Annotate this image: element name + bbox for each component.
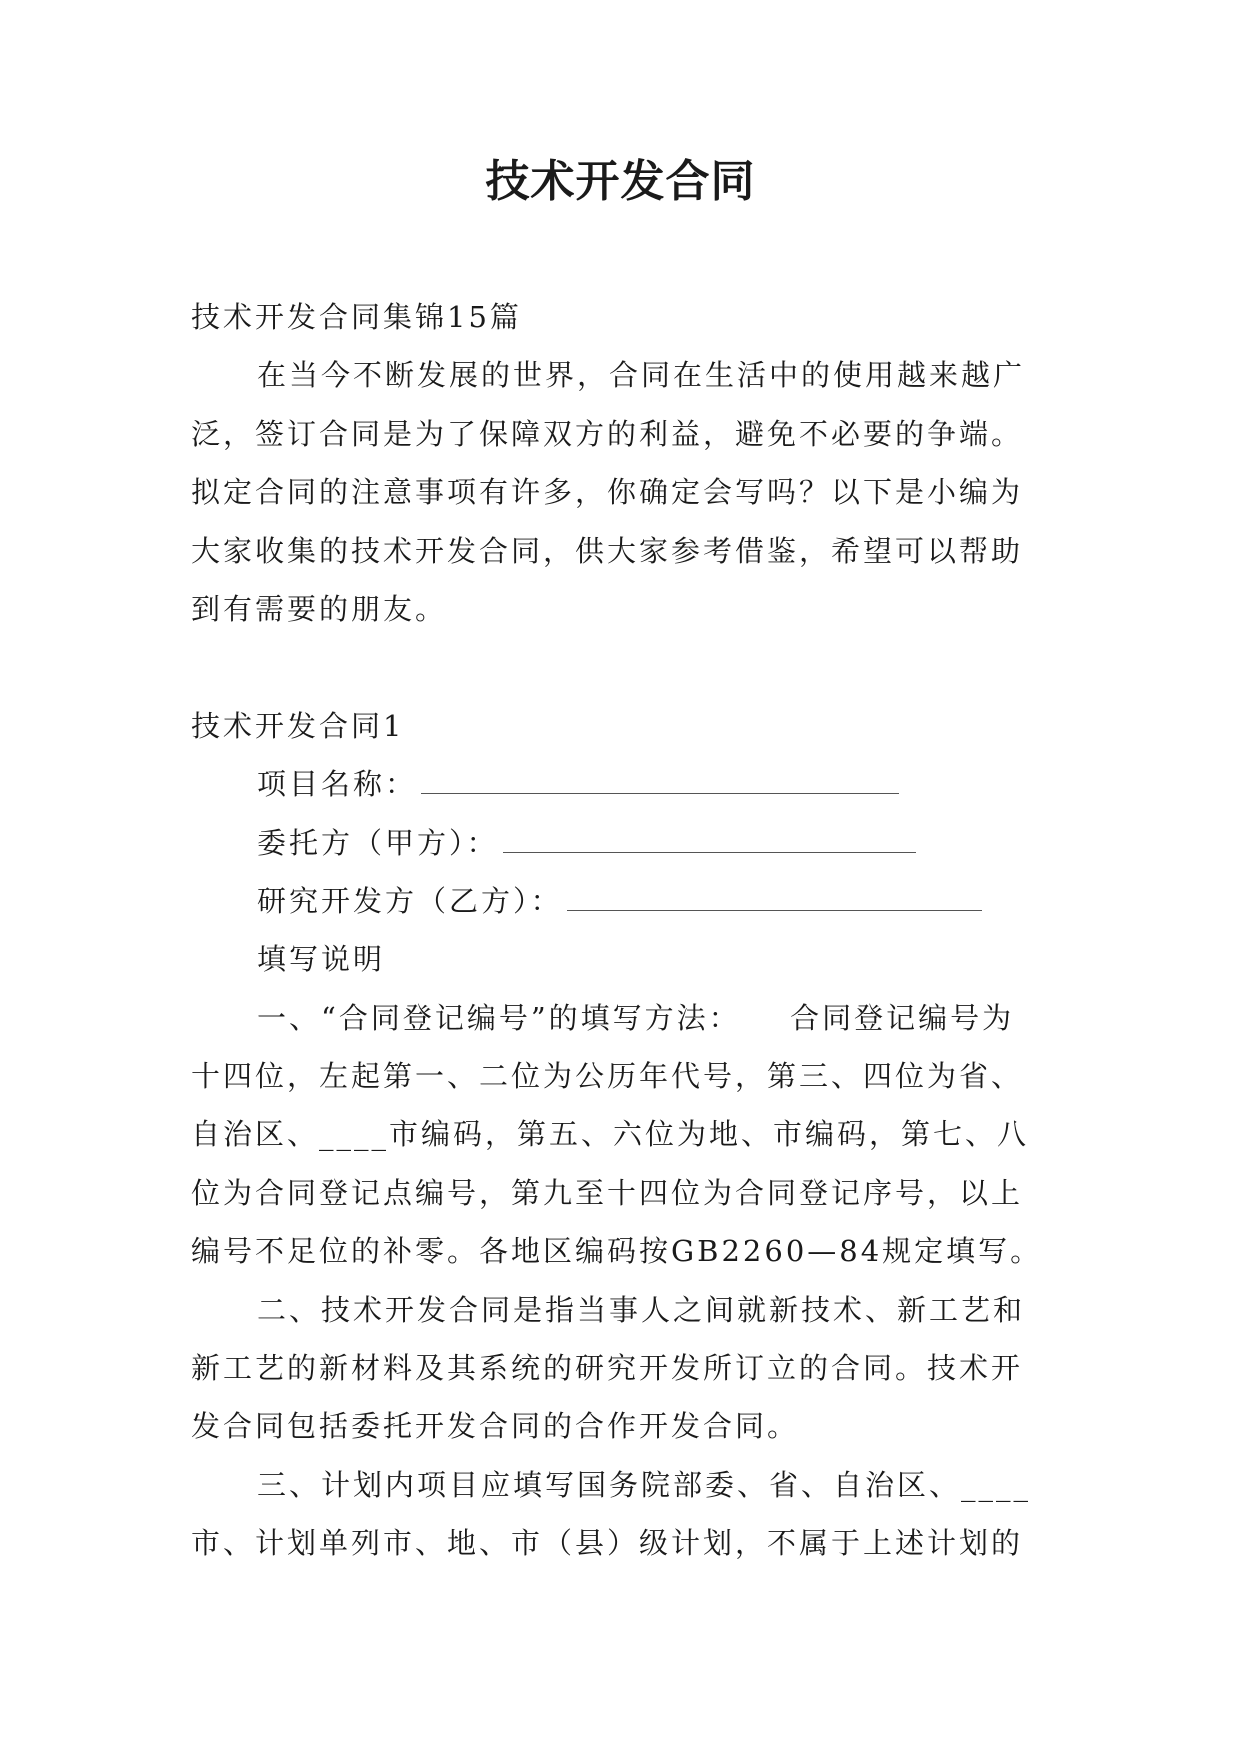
project-name-label: 项目名称： (257, 767, 418, 802)
client-label: 委托方（甲方）： (257, 825, 499, 860)
item1-line: 编号不足位的补零。各地区编码按GB2260—84规定填写。 (191, 1234, 1043, 1269)
project-name-row (191, 755, 1059, 813)
intro-line: 在当今不断发展的世界，合同在生活中的使用越来越广 (257, 358, 1026, 393)
item1-line: 十四位，左起第一、二位为公历年代号，第三、四位为省、 (191, 1059, 1024, 1094)
item2-line: 二、技术开发合同是指当事人之间就新技术、新工艺和 (257, 1292, 1026, 1327)
fill-instructions-heading: 填写说明 (257, 942, 386, 977)
intro-line: 到有需要的朋友。 (191, 591, 448, 626)
collection-subtitle: 技术开发合同集锦15篇 (191, 300, 522, 334)
client-blank (503, 828, 916, 853)
document-title: 技术开发合同 (485, 156, 756, 207)
item3-line: 市、计划单列市、地、市（县）级计划，不属于上述计划的 (191, 1526, 1024, 1561)
developer-label: 研究开发方（乙方）： (257, 883, 563, 918)
intro-line: 拟定合同的注意事项有许多，你确定会写吗？以下是小编为 (191, 475, 1024, 510)
paragraph-gap (191, 638, 1059, 696)
client-row (191, 814, 1059, 872)
item1-line: 位为合同登记点编号，第九至十四位为合同登记序号，以上 (191, 1175, 1024, 1210)
developer-row (191, 872, 1059, 930)
intro-line: 大家收集的技术开发合同，供大家参考借鉴，希望可以帮助 (191, 533, 1024, 568)
item2-line: 新工艺的新材料及其系统的研究开发所订立的合同。技术开 (191, 1351, 1024, 1386)
project-name-blank (421, 769, 899, 794)
item1-line: 自治区、____市编码，第五、六位为地、市编码，第七、八 (191, 1117, 1030, 1152)
document-body (191, 288, 1059, 1573)
intro-line: 泛，签订合同是为了保障双方的利益，避免不必要的争端。 (191, 416, 1024, 451)
developer-blank (567, 886, 982, 911)
section-heading: 技术开发合同1 (191, 708, 405, 743)
item3-line: 三、计划内项目应填写国务院部委、省、自治区、____ (257, 1467, 1032, 1502)
item2-line: 发合同包括委托开发合同的合作开发合同。 (191, 1409, 800, 1444)
item1-line: 一、“合同登记编号”的填写方法： 合同登记编号为 (257, 1000, 1015, 1035)
